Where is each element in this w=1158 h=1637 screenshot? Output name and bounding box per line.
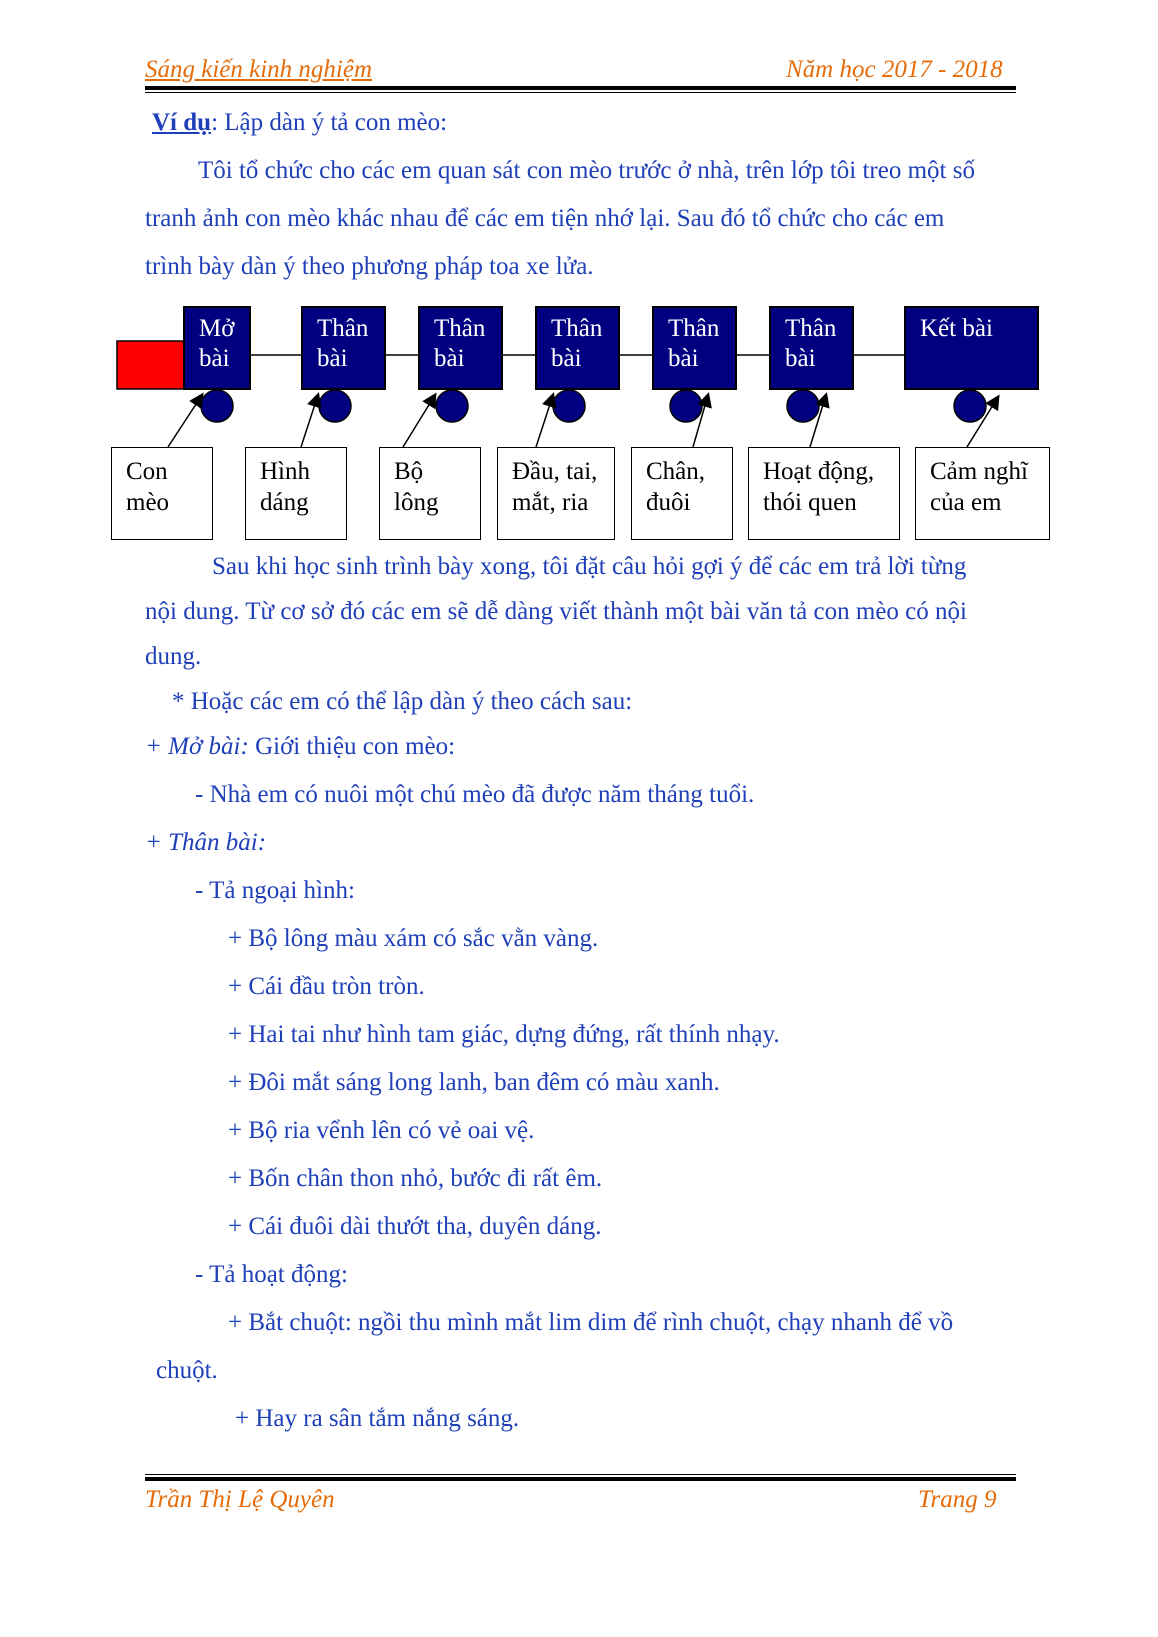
intro-line-2: tranh ảnh con mèo khác nhau để các em tiện nhớ lại. Sau đó tổ chức cho các em [145, 205, 945, 232]
example-label: Ví dụ [152, 109, 212, 136]
example-line [152, 109, 447, 137]
wheel [954, 390, 986, 422]
hoat-dong-item: + Hay ra sân tắm nắng sáng. [235, 1405, 520, 1432]
wheel [670, 390, 702, 422]
wheel [319, 390, 351, 422]
after-line-3: dung. [145, 643, 202, 670]
wagon-mo-bai: Mở bài [183, 306, 251, 390]
connector-arrow [810, 395, 826, 447]
hoat-dong-item: + Bắt chuột: ngồi thu mình mắt lim dim để rình chuột, chạy nhanh để vồ [228, 1309, 954, 1336]
wagon-than-bai-3: Thân bài [535, 306, 620, 390]
label-con-meo: Con mèo [111, 447, 213, 540]
header-rule-thin [145, 92, 1016, 93]
hoat-dong-item-cont: chuột. [156, 1357, 218, 1384]
wheel [787, 390, 819, 422]
ngoai-hinh-item: + Hai tai như hình tam giác, dựng đứng, rất thính nhạy. [228, 1021, 780, 1048]
mo-bai-text: Giới thiệu con mèo: [248, 733, 456, 760]
intro-line-3: trình bày dàn ý theo phương pháp toa xe lửa. [145, 253, 594, 280]
wheel [553, 390, 585, 422]
footer-rule-thin [145, 1474, 1016, 1475]
wagon-than-bai-1: Thân bài [301, 306, 386, 390]
wagon-ket-bai: Kết bài [904, 306, 1039, 390]
example-text: : Lập dàn ý tả con mèo: [211, 109, 448, 136]
hoat-dong-heading: - Tả hoạt động: [195, 1261, 348, 1288]
label-cam-nghi-cua-em: Cảm nghĩ của em [915, 447, 1050, 540]
label-dau-tai-mat-ria: Đầu, tai, mắt, ria [497, 447, 615, 540]
ngoai-hinh-item: + Bốn chân thon nhỏ, bước đi rất êm. [228, 1165, 603, 1192]
connector-arrow [693, 395, 708, 447]
mo-bai-item: - Nhà em có nuôi một chú mèo đã được năm tháng tuổi. [195, 781, 755, 808]
ngoai-hinh-item: + Bộ ria vểnh lên có vẻ oai vệ. [228, 1117, 535, 1144]
connector-arrow [168, 395, 202, 447]
after-line-1: Sau khi học sinh trình bày xong, tôi đặt câu hỏi gợi ý để các em trả lời từng [212, 553, 967, 580]
wagon-than-bai-5: Thân bài [769, 306, 854, 390]
after-line-2: nội dung. Từ cơ sở đó các em sẽ dễ dàng viết thành một bài văn tả con mèo có nội [145, 598, 967, 625]
engine-block [117, 341, 184, 389]
header-school-year: Năm học 2017 - 2018 [786, 56, 1003, 83]
connector-arrow [967, 397, 998, 447]
footer-author: Trần Thị Lệ Quyên [145, 1486, 335, 1513]
connector-arrow [301, 395, 318, 447]
than-bai-label: + Thân bài: [145, 829, 267, 856]
intro-line-1: Tôi tổ chức cho các em quan sát con mèo trước ở nhà, trên lớp tôi treo một số [198, 157, 975, 184]
footer-rule [145, 1477, 1016, 1481]
wagon-than-bai-4: Thân bài [652, 306, 737, 390]
wheel [201, 390, 233, 422]
wagon-than-bai-2: Thân bài [418, 306, 503, 390]
label-chan-duoi: Chân, đuôi [631, 447, 733, 540]
header-title: Sáng kiến kinh nghiệm [145, 56, 373, 83]
ngoai-hinh-item: + Cái đuôi dài thướt tha, duyên dáng. [228, 1213, 602, 1240]
mo-bai-line [145, 733, 455, 761]
ngoai-hinh-heading: - Tả ngoại hình: [195, 877, 355, 904]
mo-bai-label: + Mở bài: [145, 733, 249, 760]
ngoai-hinh-item: + Đôi mắt sáng long lanh, ban đêm có màu xanh. [228, 1069, 720, 1096]
ngoai-hinh-item: + Cái đầu tròn tròn. [228, 973, 425, 1000]
header-rule [145, 86, 1016, 90]
ngoai-hinh-item: + Bộ lông màu xám có sắc vằn vàng. [228, 925, 599, 952]
label-hoat-dong-thoi-quen: Hoạt động, thói quen [748, 447, 900, 540]
label-bo-long: Bộ lông [379, 447, 481, 540]
wheel [436, 390, 468, 422]
alt-outline-intro: * Hoặc các em có thể lập dàn ý theo cách sau: [172, 688, 633, 715]
connector-arrow [403, 395, 435, 447]
connector-arrow [536, 395, 553, 447]
label-hinh-dang: Hình dáng [245, 447, 347, 540]
footer-page-number: Trang 9 [918, 1486, 997, 1513]
